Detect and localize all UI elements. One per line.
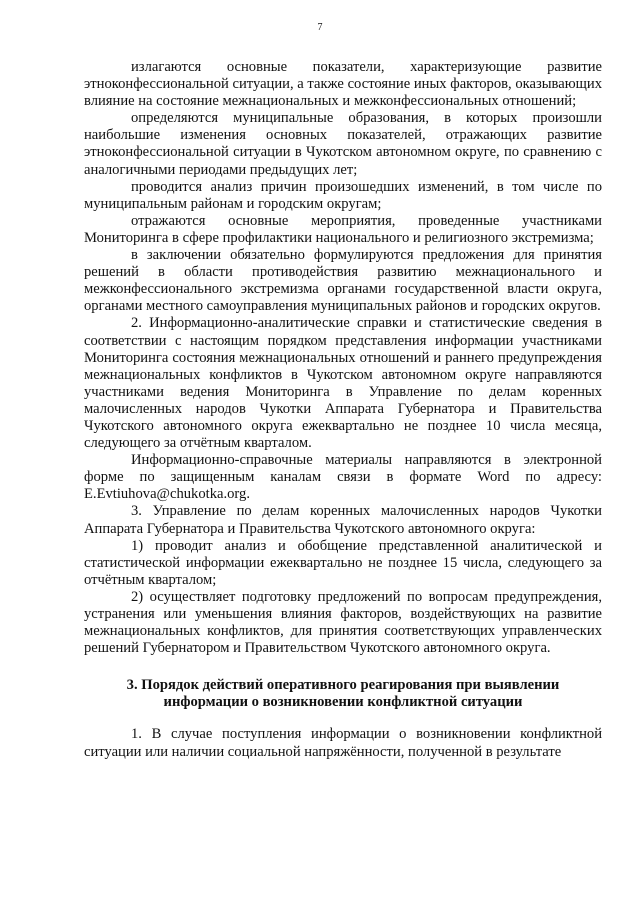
page-number: 7 — [317, 22, 323, 33]
paragraph: 1) проводит анализ и обобщение представленной аналитической и статистической информации ежеквартально не позднее 15 числа, следующего за отчётным кварталом; — [84, 537, 602, 588]
paragraph: излагаются основные показатели, характеризующие развитие этноконфессиональной ситуации, а также состояние иных факторов, оказывающих влияние на состояние межнациональных и межконфессиональных отношений; — [84, 59, 602, 110]
paragraph: 1. В случае поступления информации о возникновении конфликтной ситуации или наличии социальной напряжённости, полученной в результате — [84, 726, 602, 760]
section-heading — [84, 677, 602, 711]
paragraph: проводится анализ причин произошедших изменений, в том числе по муниципальным районам и городским округам; — [84, 178, 602, 212]
paragraph: 2) осуществляет подготовку предложений по вопросам предупреждения, устранения или уменьшения влияния факторов, воздействующих на развитие межнациональных конфликтов, для принятия соответствующих управленческих решений Губернатором и Правительством Чукотского автономного округа. — [84, 588, 602, 657]
paragraph: отражаются основные мероприятия, проведенные участниками Мониторинга в сфере профилактики национального и религиозного экстремизма; — [84, 212, 602, 246]
paragraph: определяются муниципальные образования, в которых произошли наибольшие изменения основных показателей, отражающих развитие этноконфессиональной ситуации в Чукотском автономном округе, по сравнению с аналогичными периодами предыдущих лет; — [84, 110, 602, 178]
paragraph: 2. Информационно-аналитические справки и статистические сведения в соответствии с настоящим порядком представления информации участниками Мониторинга состояния межнациональных отношений и раннего предупреждения межнациональных конфликтов в Чукотском автономном округе направляются участниками ведения Мониторинга в Управление по делам коренных малочисленных народов Чукотки Аппарата Губернатора и Правительства Чукотского автономного округа ежеквартально не позднее 10 числа месяца, следующего за отчётным кварталом. — [84, 315, 602, 452]
document-body — [84, 59, 602, 761]
paragraph: 3. Управление по делам коренных малочисленных народов Чукотки Аппарата Губернатора и Правительства Чукотского автономного округа: — [84, 503, 602, 537]
paragraph: Информационно-справочные материалы направляются в электронной форме по защищенным каналам связи в формате Word по адресу: E.Evtiuhova@chukotka.org. — [84, 452, 602, 503]
section-heading-line: информации о возникновении конфликтной ситуации — [163, 694, 523, 711]
paragraph: в заключении обязательно формулируются предложения для принятия решений в области противодействия развитию межнационального и межконфессионального экстремизма органами государственной власти округа, органами местного самоуправления муниципальных районов и городских округов. — [84, 247, 602, 315]
section-heading-line: 3. Порядок действий оперативного реагирования при выявлении — [126, 677, 560, 694]
